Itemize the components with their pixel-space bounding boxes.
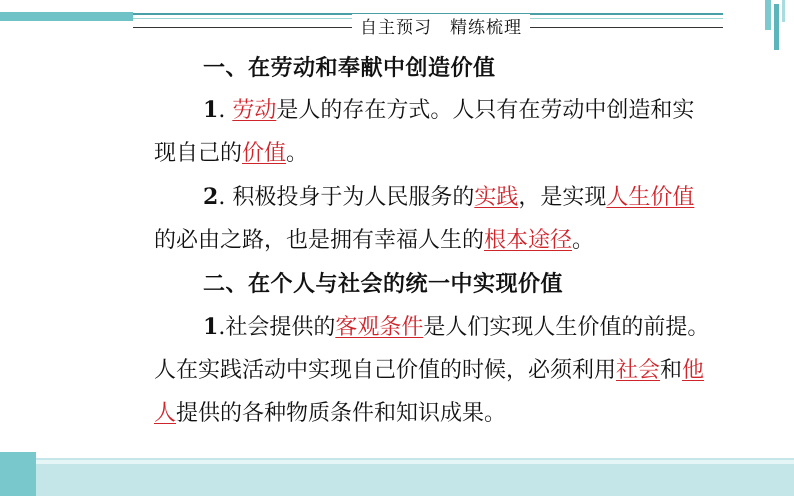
section-header: [352, 14, 530, 42]
s1-item1-line1: [203, 94, 694, 127]
s2-item1-line3: [154, 398, 506, 430]
item-number: 2: [203, 184, 219, 210]
footer-stripe: [28, 460, 794, 464]
s2-item1-line2: [154, 355, 704, 387]
keyword: 根本途径: [484, 228, 573, 253]
body-text: 提供的各种物质条件和知识成果。: [176, 401, 507, 426]
keyword: 社会: [616, 358, 661, 383]
section1-title: 一、在劳动和奉献中创造价值: [203, 55, 496, 81]
header-label-right: 精练梳理: [450, 18, 522, 38]
corner-decoration: [774, 4, 779, 50]
body-text: 。: [286, 141, 309, 166]
body-text: 是人的存在方式。人只有在劳动中创造和实: [276, 98, 695, 123]
body-text: 。: [572, 228, 595, 253]
item-separator: .: [218, 185, 226, 210]
item-separator: .: [218, 98, 226, 123]
body-text: ，是实现: [518, 185, 607, 210]
body-text: 积极投身于为人民服务的: [232, 185, 475, 210]
keyword: 实践: [474, 185, 519, 210]
keyword: 人: [154, 401, 177, 426]
section2-title: 二、在个人与社会的统一中实现价值: [203, 271, 564, 297]
body-text: 的必由之路，也是拥有幸福人生的: [154, 228, 485, 253]
header-label-left: 自主预习: [360, 18, 432, 38]
body-text: 和: [660, 358, 683, 383]
top-accent-bar: [0, 12, 133, 21]
body-text: 现自己的: [154, 141, 243, 166]
footer-corner-block: [0, 452, 36, 496]
body-text: 社会提供的: [225, 315, 336, 340]
s1-item1-line2: [154, 138, 308, 170]
corner-decoration: [782, 0, 785, 22]
item-separator: .: [218, 315, 226, 340]
body-text: 人在实践活动中实现自己价值的时候，必须利用: [154, 358, 617, 383]
keyword: 价值: [242, 141, 287, 166]
keyword: 客观条件: [335, 315, 424, 340]
s1-item2-line2: [154, 225, 594, 257]
keyword: 劳动: [232, 98, 277, 123]
item-number: 1: [203, 97, 219, 123]
s1-item2-line1: [203, 181, 694, 214]
body-text: 是人们实现人生价值的前提。: [423, 315, 710, 340]
keyword: 人生价值: [606, 185, 695, 210]
item-number: 1: [203, 314, 219, 340]
corner-decoration: [765, 0, 771, 30]
s2-item1-line1: [203, 311, 709, 344]
keyword: 他: [682, 358, 705, 383]
